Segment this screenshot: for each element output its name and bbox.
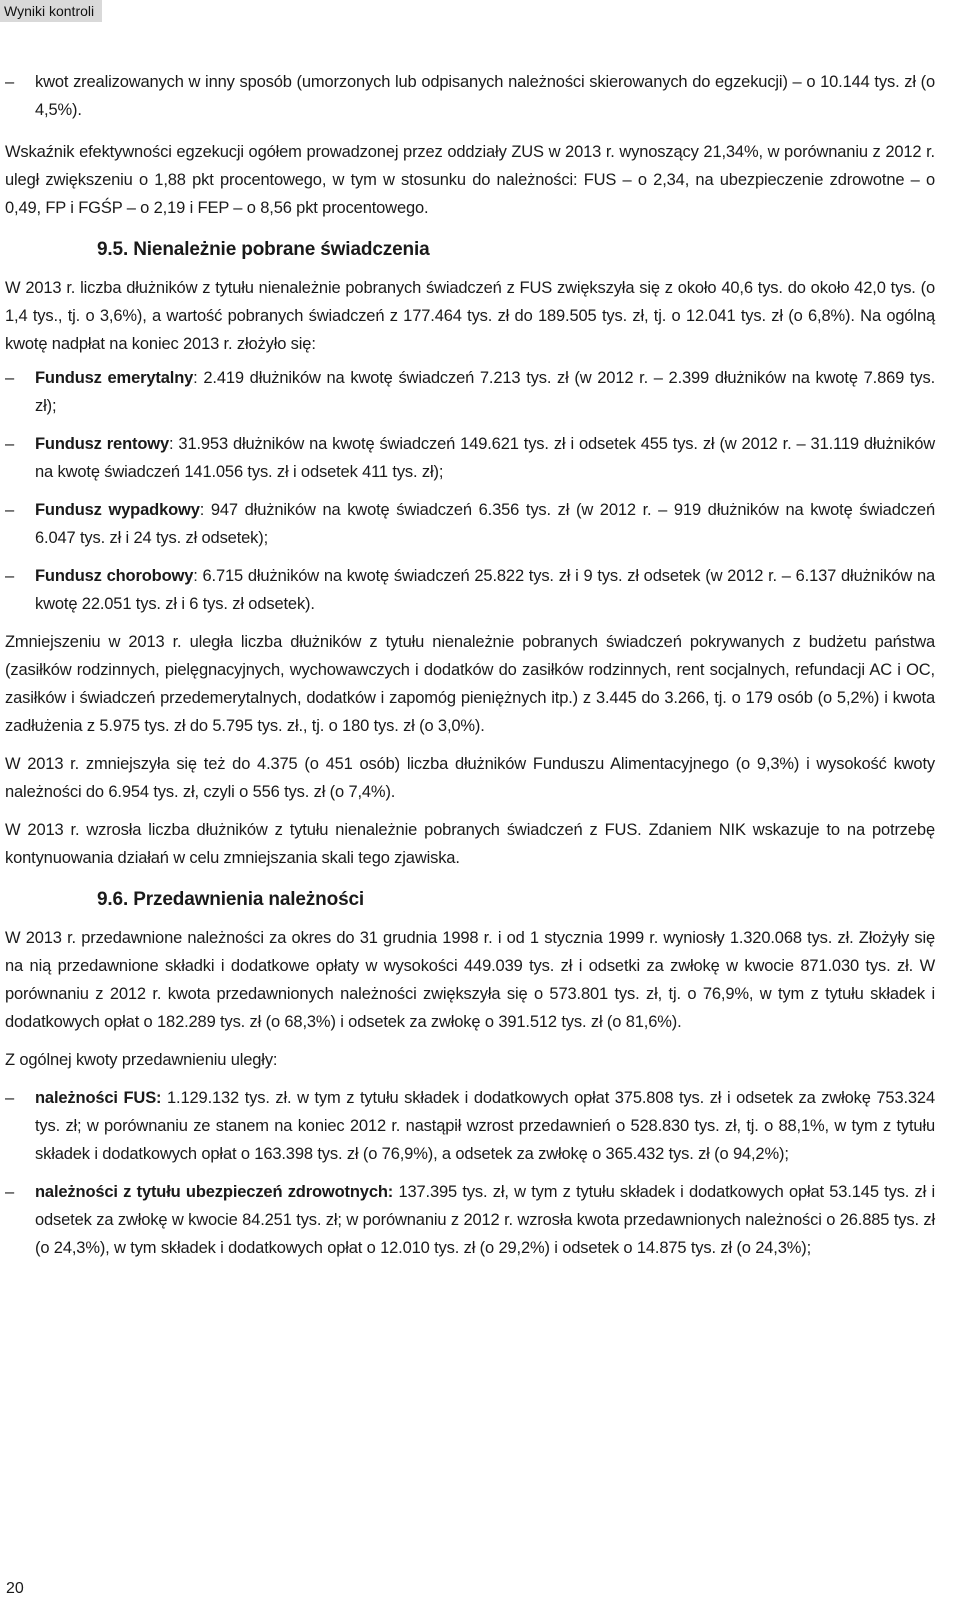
dash-bullet: –	[5, 435, 15, 453]
list-item	[5, 1178, 935, 1262]
list-item	[5, 562, 935, 618]
paragraph-efficiency: Wskaźnik efektywności egzekucji ogółem prowadzonej przez oddziały ZUS w 2013 r. wynoszący 21,34%, w porównaniu z 2012 r. uległ zwiększeniu o 1,88 pkt procentowego, w tym w stosunku do należności: FUS – o 2,34, na ubezpieczenie zdrowotne – o 0,49, FP i FGŚP – o 2,19 i FEP – o 8,56 pkt procentowego.	[5, 143, 935, 217]
paragraph-96-lead: Z ogólnej kwoty przedawnieniu uległy:	[5, 1051, 278, 1069]
receivable-text: 1.129.132 tys. zł. w tym z tytułu składek i dodatkowych opłat 375.808 tys. zł i odsetek za zwłokę 753.324 tys. zł; w porównaniu ze stanem na koniec 2012 r. nastąpił wzrost przedawnień o 528.830 tys. zł, tj. o 88,1%, w tym z tytułu składek i dodatkowych opłat o 163.398 tys. zł (o 76,9%), a odsetek za zwłokę o 365.432 tys. zł (o 94,2%);	[35, 1089, 935, 1163]
fund-text: : 31.953 dłużników na kwotę świadczeń 149.621 tys. zł i odsetek 455 tys. zł (w 2012 r. – 31.119 dłużników na kwotę świadczeń 141.056 tys. zł i odsetek 411 tys. zł);	[35, 435, 935, 481]
intro-item-text: kwot zrealizowanych w inny sposób (umorzonych lub odpisanych należności skierowanych do egzekucji) – o 10.144 tys. zł (o 4,5%).	[35, 73, 935, 119]
list-item	[5, 68, 935, 124]
dash-bullet: –	[5, 369, 15, 387]
dash-bullet: –	[5, 73, 15, 91]
dash-bullet: –	[5, 1089, 15, 1107]
fund-label: Fundusz emerytalny	[35, 369, 194, 387]
list-item	[5, 430, 935, 486]
paragraph-95-intro: W 2013 r. liczba dłużników z tytułu nienależnie pobranych świadczeń z FUS zwiększyła się z około 40,6 tys. do około 42,0 tys. (o 1,4 tys., tj. o 3,6%), a wartość pobranych świadczeń z 177.464 tys. zł do 189.505 tys. zł, tj. o 12.041 tys. zł (o 6,8%). Na ogólną kwotę nadpłat na koniec 2013 r. złożyło się:	[5, 279, 935, 353]
paragraph-decrease: Zmniejszeniu w 2013 r. uległa liczba dłużników z tytułu nienależnie pobranych świadczeń pokrywanych z budżetu państwa (zasiłków rodzinnych, pielęgnacyjnych, wychowawczych i dodatków do zasiłków rodzinnych, rent socjalnych, refundacji AC i OC, zasiłków i świadczeń przedemerytalnych, dodatków i zapomóg pieniężnych itp.) z 3.445 do 3.266, tj. o 179 osób (o 5,2%) i kwota zadłużenia z 5.975 tys. zł do 5.795 tys. zł., tj. o 180 tys. zł (o 3,0%).	[5, 633, 935, 735]
paragraph-alimony: W 2013 r. zmniejszyła się też do 4.375 (o 451 osób) liczba dłużników Funduszu Alimentacyjnego (o 9,3%) i wysokość kwoty należności do 6.954 tys. zł, czyli o 556 tys. zł (o 7,4%).	[5, 755, 935, 801]
fund-label: Fundusz rentowy	[35, 435, 169, 453]
receivable-text: 137.395 tys. zł, w tym z tytułu składek i dodatkowych opłat 53.145 tys. zł i odsetek za zwłokę w kwocie 84.251 tys. zł; w porównaniu z 2012 r. wzrosła kwota przedawnionych należności o 26.885 tys. zł (o 24,3%), w tym składek i dodatkowych opłat o 12.010 tys. zł (o 29,2%) i odsetek o 14.875 tys. zł (o 24,3%);	[35, 1183, 936, 1257]
receivable-label: należności z tytułu ubezpieczeń zdrowotnych:	[35, 1183, 394, 1201]
fund-label: Fundusz wypadkowy	[35, 501, 200, 519]
dash-bullet: –	[5, 1183, 15, 1201]
receivable-label: należności FUS:	[35, 1089, 162, 1107]
list-item	[5, 364, 935, 420]
running-header: Wyniki kontroli	[0, 0, 102, 22]
list-item	[5, 1084, 935, 1168]
fund-text: : 6.715 dłużników na kwotę świadczeń 25.822 tys. zł i 9 tys. zł odsetek (w 2012 r. – 6.137 dłużników na kwotę 22.051 tys. zł i 6 tys. zł odsetek).	[35, 567, 936, 613]
dash-bullet: –	[5, 567, 15, 585]
page-number: 20	[6, 1580, 24, 1597]
section-heading-9-6: 9.6. Przedawnienia należności	[97, 889, 365, 910]
paragraph-nik: W 2013 r. wzrosła liczba dłużników z tytułu nienależnie pobranych świadczeń z FUS. Zdaniem NIK wskazuje to na potrzebę kontynuowania działań w celu zmniejszania skali tego zjawiska.	[5, 821, 935, 867]
dash-bullet: –	[5, 501, 15, 519]
document-body	[5, 68, 935, 1262]
fund-label: Fundusz chorobowy	[35, 567, 194, 585]
paragraph-96-intro: W 2013 r. przedawnione należności za okres do 31 grudnia 1998 r. i od 1 stycznia 1999 r. wyniosły 1.320.068 tys. zł. Złożyły się na nią przedawnione składki i dodatkowe opłaty w wysokości 449.039 tys. zł i odsetki za zwłokę w kwocie 871.030 tys. zł. W porównaniu z 2012 r. kwota przedawnionych należności zwiększyła się o 573.801 tys. zł, tj. o 76,9%, w tym z tytułu składek i dodatkowych opłat o 182.289 tys. zł (o 68,3%) i odsetek za zwłokę o 391.512 tys. zł (o 81,6%).	[5, 929, 935, 1031]
fund-text: : 947 dłużników na kwotę świadczeń 6.356 tys. zł (w 2012 r. – 919 dłużników na kwotę świadczeń 6.047 tys. zł i 24 tys. zł odsetek);	[35, 501, 935, 547]
list-item	[5, 496, 935, 552]
section-heading-9-5: 9.5. Nienależnie pobrane świadczenia	[97, 239, 430, 260]
fund-text: : 2.419 dłużników na kwotę świadczeń 7.213 tys. zł (w 2012 r. – 2.399 dłużników na kwotę 7.869 tys. zł);	[35, 369, 936, 415]
